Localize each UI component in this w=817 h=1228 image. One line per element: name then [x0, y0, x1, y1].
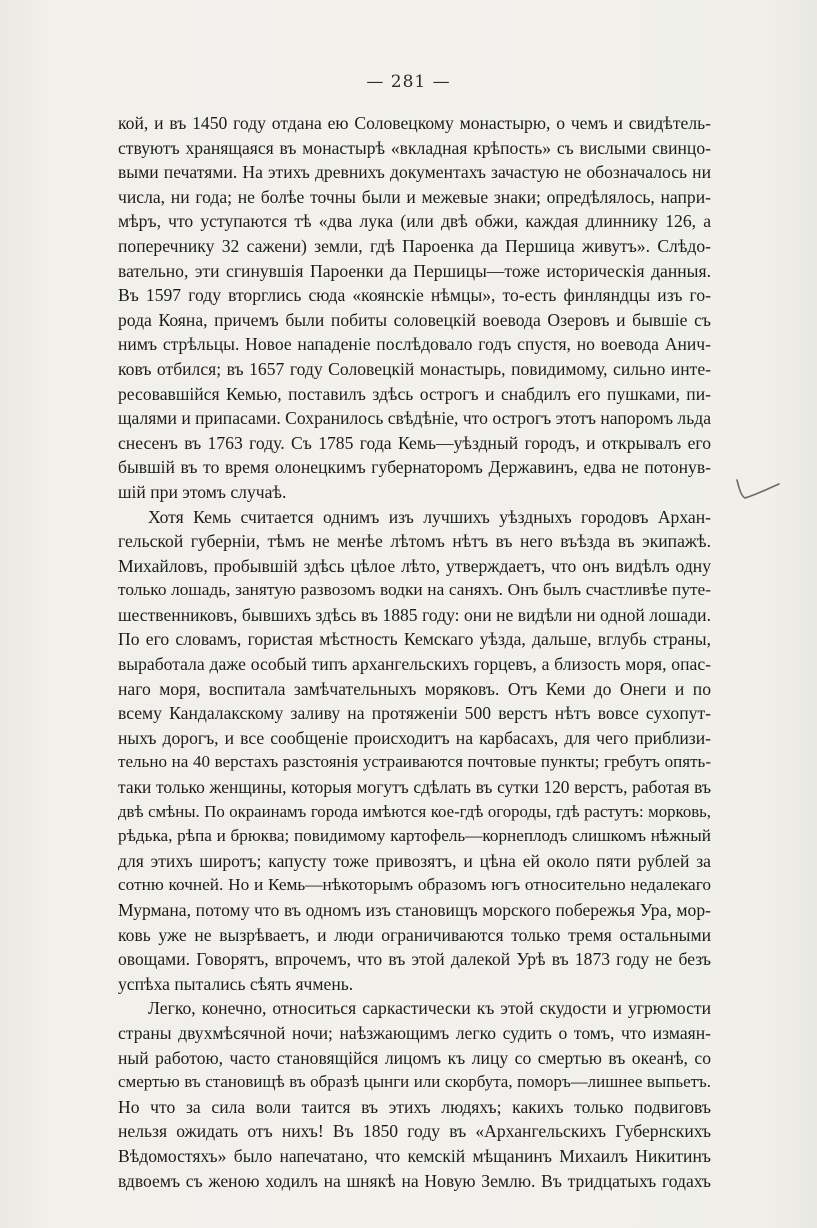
text-line: бывшій въ то время олонецкимъ губернаторомъ Державинъ, едва не потонув- [118, 457, 711, 478]
text-line: страны двухмѣсячной ночи; наѣзжающимъ легко судить о томъ, что измаян- [118, 1022, 711, 1043]
text-line: сотню кочней. Но и Кемь—нѣкоторымъ образомъ югъ относительно недалекаго [118, 875, 711, 895]
text-line: наго моря, воспитала замѣчательныхъ моряковъ. Отъ Кеми до Онеги и по [118, 678, 711, 699]
text-line: ный работою, часто становящійся лицомъ къ лицу со смертью въ океанѣ, со [118, 1047, 711, 1068]
text-line: тельно на 40 верстахъ разстоянія устраиваются почтовые пункты; гребутъ опять- [118, 752, 711, 772]
text-line: ныхъ дорогъ, и все сообщеніе происходитъ на карбасахъ, для чего приблизи- [118, 727, 711, 748]
text-line: таки только женщины, которыя могутъ сдѣлать въ сутки 120 верстъ, работая въ [118, 777, 711, 798]
page-body [118, 111, 711, 1193]
text-line: Михайловъ, пробывшій здѣсь цѣлое лѣто, утверждаетъ, что онъ видѣлъ одну [118, 555, 711, 576]
pencil-margin-mark-icon [733, 474, 783, 504]
text-line: шественниковъ, бывшихъ здѣсь въ 1885 году: они не видѣли ни одной лошади. [118, 604, 711, 625]
text-line: гельской губерніи, тѣмъ не менѣе лѣтомъ нѣтъ въ него въѣзда въ экипажѣ. [118, 531, 711, 552]
text-line: ресовавшійся Кемью, поставилъ здѣсь острогъ и снабдилъ его пушками, пи- [118, 383, 711, 404]
text-line: рода Кояна, причемъ были побиты соловецкій воевода Озеровъ и бывшіе съ [118, 309, 711, 330]
text-line: поперечнику 32 сажени) земли, гдѣ Пароенка да Першица живутъ». Слѣдо- [118, 235, 711, 256]
text-line: шій при этомъ случаѣ. [118, 481, 287, 502]
text-line: Но что за сила воли таится въ этихъ людяхъ; какихъ только подвиговъ [118, 1096, 711, 1117]
paragraph-2 [118, 505, 711, 997]
text-line: рѣдька, рѣпа и брюква; повидимому картофель—корнеплодъ слишкомъ нѣжный [118, 826, 711, 846]
text-line: По его словамъ, гористая мѣстность Кемскаго уѣзда, дальше, вглубь страны, [118, 629, 711, 650]
text-line: вдвоемъ съ женою ходилъ на шнякѣ на Новую Землю. Въ тридцатыхъ годахъ [118, 1170, 711, 1191]
text-line: смертью въ становищѣ въ образѣ цынги или скорбута, поморъ—лишнее выпьетъ. [118, 1072, 711, 1092]
text-line: овощами. Говорятъ, впрочемъ, что въ этой далекой Урѣ въ 1873 году не безъ [118, 949, 711, 970]
text-line: ковъ отбился; въ 1657 году Соловецкій монастырь, повидимому, сильно инте- [118, 358, 711, 379]
text-line: ствуютъ хранящаяся въ монастырѣ «вкладная крѣпость» съ вислыми свинцо- [118, 137, 711, 158]
text-line: выработала даже особый типъ архангельскихъ горцевъ, а близость моря, опас- [118, 654, 711, 675]
text-line: Вѣдомостяхъ» было напечатано, что кемскій мѣщанинъ Михаилъ Никитинъ [118, 1145, 711, 1166]
text-line: ковь уже не вызрѣваетъ, и люди ограничиваются только тремя остальными [118, 924, 711, 945]
paragraph-3 [118, 996, 711, 1193]
paragraph-1 [118, 111, 711, 505]
text-line: Легко, конечно, относиться саркастически къ этой скудости и угрюмости [148, 998, 711, 1019]
text-line: всему Кандалакскому заливу на протяженіи 500 верстъ нѣтъ вовсе сухопут- [118, 703, 711, 724]
text-line: нельзя ожидать отъ нихъ! Въ 1850 году въ «Архангельскихъ Губернскихъ [118, 1121, 711, 1142]
text-line: Въ 1597 году вторглись сюда «коянскіе нѣмцы», то-есть финляндцы изъ го- [118, 285, 711, 306]
text-line: для этихъ широтъ; капусту тоже привозятъ, и цѣна ей около пяти рублей за [118, 850, 711, 871]
text-line: нимъ стрѣльцы. Новое нападеніе послѣдовало годъ спустя, но воевода Анич- [118, 334, 711, 355]
text-line: двѣ смѣны. По окраинамъ города имѣются кое-гдѣ огороды, гдѣ растутъ: морковь, [118, 801, 711, 821]
page-number: — 281 — [366, 72, 451, 92]
text-line: числа, ни года; не болѣе точны были и межевые знаки; опредѣлялось, напри- [118, 186, 711, 207]
text-line: выми печатями. На этихъ древнихъ документахъ зачастую не обозначалось ни [118, 162, 711, 183]
text-line: мѣръ, что уступаются тѣ «два лука (или двѣ обжи, каждая длиннику 126, а [118, 211, 711, 232]
text-line: снесенъ въ 1763 году. Съ 1785 года Кемь—уѣздный городъ, и открывалъ его [118, 432, 711, 453]
text-line: щалями и припасами. Сохранилось свѣдѣніе, что острогъ этотъ напоромъ льда [118, 408, 711, 429]
text-line: вательно, эти сгинувшія Пароенки да Першицы—тоже историческія данныя. [118, 260, 711, 281]
text-line: Хотя Кемь считается однимъ изъ лучшихъ уѣздныхъ городовъ Архан- [148, 506, 711, 527]
text-line: кой, и въ 1450 году отдана ею Соловецкому монастырю, о чемъ и свидѣтель- [118, 113, 711, 133]
text-line: Мурмана, потому что въ одномъ изъ становищъ морского побережья Ура, мор- [118, 900, 711, 920]
text-line: успѣха пытались сѣять ячмень. [118, 973, 354, 994]
text-line: только лошадь, занятую развозомъ водки на саняхъ. Онъ былъ счастливѣе путе- [118, 580, 711, 600]
